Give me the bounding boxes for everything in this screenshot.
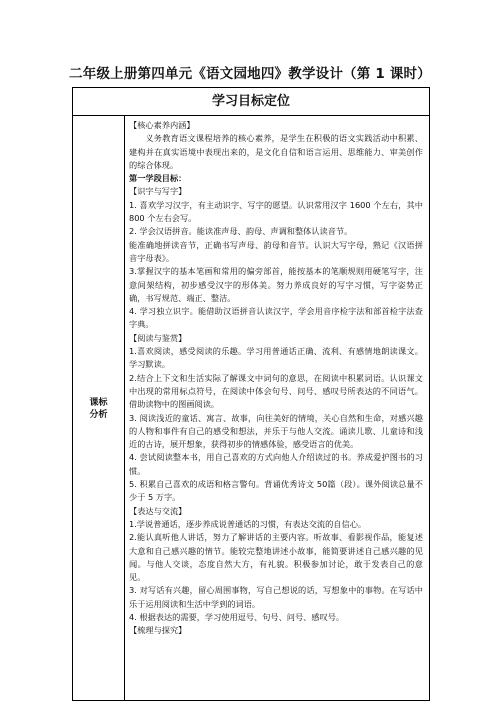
analysis-content: [125, 116, 429, 701]
literacy-item: 能准确地拼读音节，正确书写声母、韵母和音节。认识大写字母，熟记《汉语拼音字母表》。: [129, 239, 423, 263]
core-text: 义务教育语文课程培养的核心素养，是学生在积极的语文实践活动中积累、建构并在真实语境中表现出来的，是文化自信和语言运用、思维能力、审美创作的综合体现。: [129, 133, 423, 170]
expression-item: 3. 对写话有兴趣，留心周围事物，写自己想说的话，写想象中的事物。在写话中乐于运用阅读和生活中学到的词语。: [129, 585, 423, 609]
reading-item: 5. 积累自己喜欢的成语和格言警句。背诵优秀诗文 50篇（段）。课外阅读总量不少于 5 万字。: [129, 479, 423, 503]
row-label: 课标分析: [89, 397, 108, 420]
expression-item: 4. 根据表达的需要，学习使用逗号、句号、问号、感叹号。: [129, 611, 345, 622]
expression-item: 1.学说普通话，逐步养成说普通话的习惯，有表达交流的自信心。: [129, 518, 367, 529]
reading-item: 2.结合上下文和生活实际了解课文中词句的意思，在阅读中积累词语。认识课文中出现的常用标点符号，在阅读中体会句号、问号、感叹号所表达的不同语气。借助读物中的图画阅读。: [129, 372, 423, 410]
literacy-item: 3.掌握汉字的基本笔画和常用的偏旁部首，能按基本的笔顺规则用硬笔写字，注意间架结构，初步感受汉字的形体美。努力养成良好的写字习惯，写字姿势正确，书写规范、端正、整洁。: [129, 266, 423, 303]
document-title: 二年级上册第四单元《语文园地四》教学设计（第 1 课时）: [69, 66, 431, 82]
literacy-heading: 【识字与写字】: [129, 186, 187, 197]
stage-title: 第一学段目标：: [129, 173, 187, 184]
analysis-row: [73, 116, 429, 701]
reading-item: 1.喜欢阅读，感受阅读的乐趣。学习用普通话正确、流利、有感情地朗读课文。学习默读。: [129, 346, 423, 370]
reading-item: 3. 阅读浅近的童话、寓言、故事，向往美好的情境，关心自然和生命，对感兴趣的人物和事件有自己的感受和想法，并乐于与他人交流。诵读儿歌、儿童诗和浅近的古诗，展开想象，获得初步的情感体验，感受语言的优美。: [129, 412, 423, 450]
literacy-item: 1. 喜欢学习汉字，有主动识字、写字的愿望。认识常用汉字 1600 个左右，其中 800 个左右会写。: [129, 199, 423, 224]
expression-heading: 【表达与交流】: [129, 505, 187, 516]
reading-heading: 【阅读与鉴赏】: [129, 332, 187, 343]
core-heading: 【核心素养内涵】: [129, 120, 195, 130]
inquiry-heading: 【梳理与探究】: [129, 625, 187, 636]
reading-item: 4. 尝试阅读整本书，用自己喜欢的方式向他人介绍读过的书。养成爱护图书的习惯。: [129, 452, 423, 476]
section-header: 学习目标定位: [73, 88, 429, 116]
row-label-cell: [73, 116, 125, 701]
literacy-item: 4. 学习独立识字。能借助汉语拼音认读汉字，学会用音序检字法和部首检字法查字典。: [129, 306, 423, 330]
objectives-table: [72, 87, 430, 701]
expression-item: 2.能认真听他人讲话，努力了解讲话的主要内容。听故事、看影视作品，能复述大意和自己感兴趣的情节。能较完整地讲述小故事，能简要讲述自己感兴趣的见闻。与他人交谈，态度自然大方，有礼貌。积极参加讨论，敢于发表自己的意见。: [129, 532, 423, 583]
literacy-item: 2. 学会汉语拼音。能读准声母、韵母、声调和整体认读音节。: [129, 226, 353, 237]
